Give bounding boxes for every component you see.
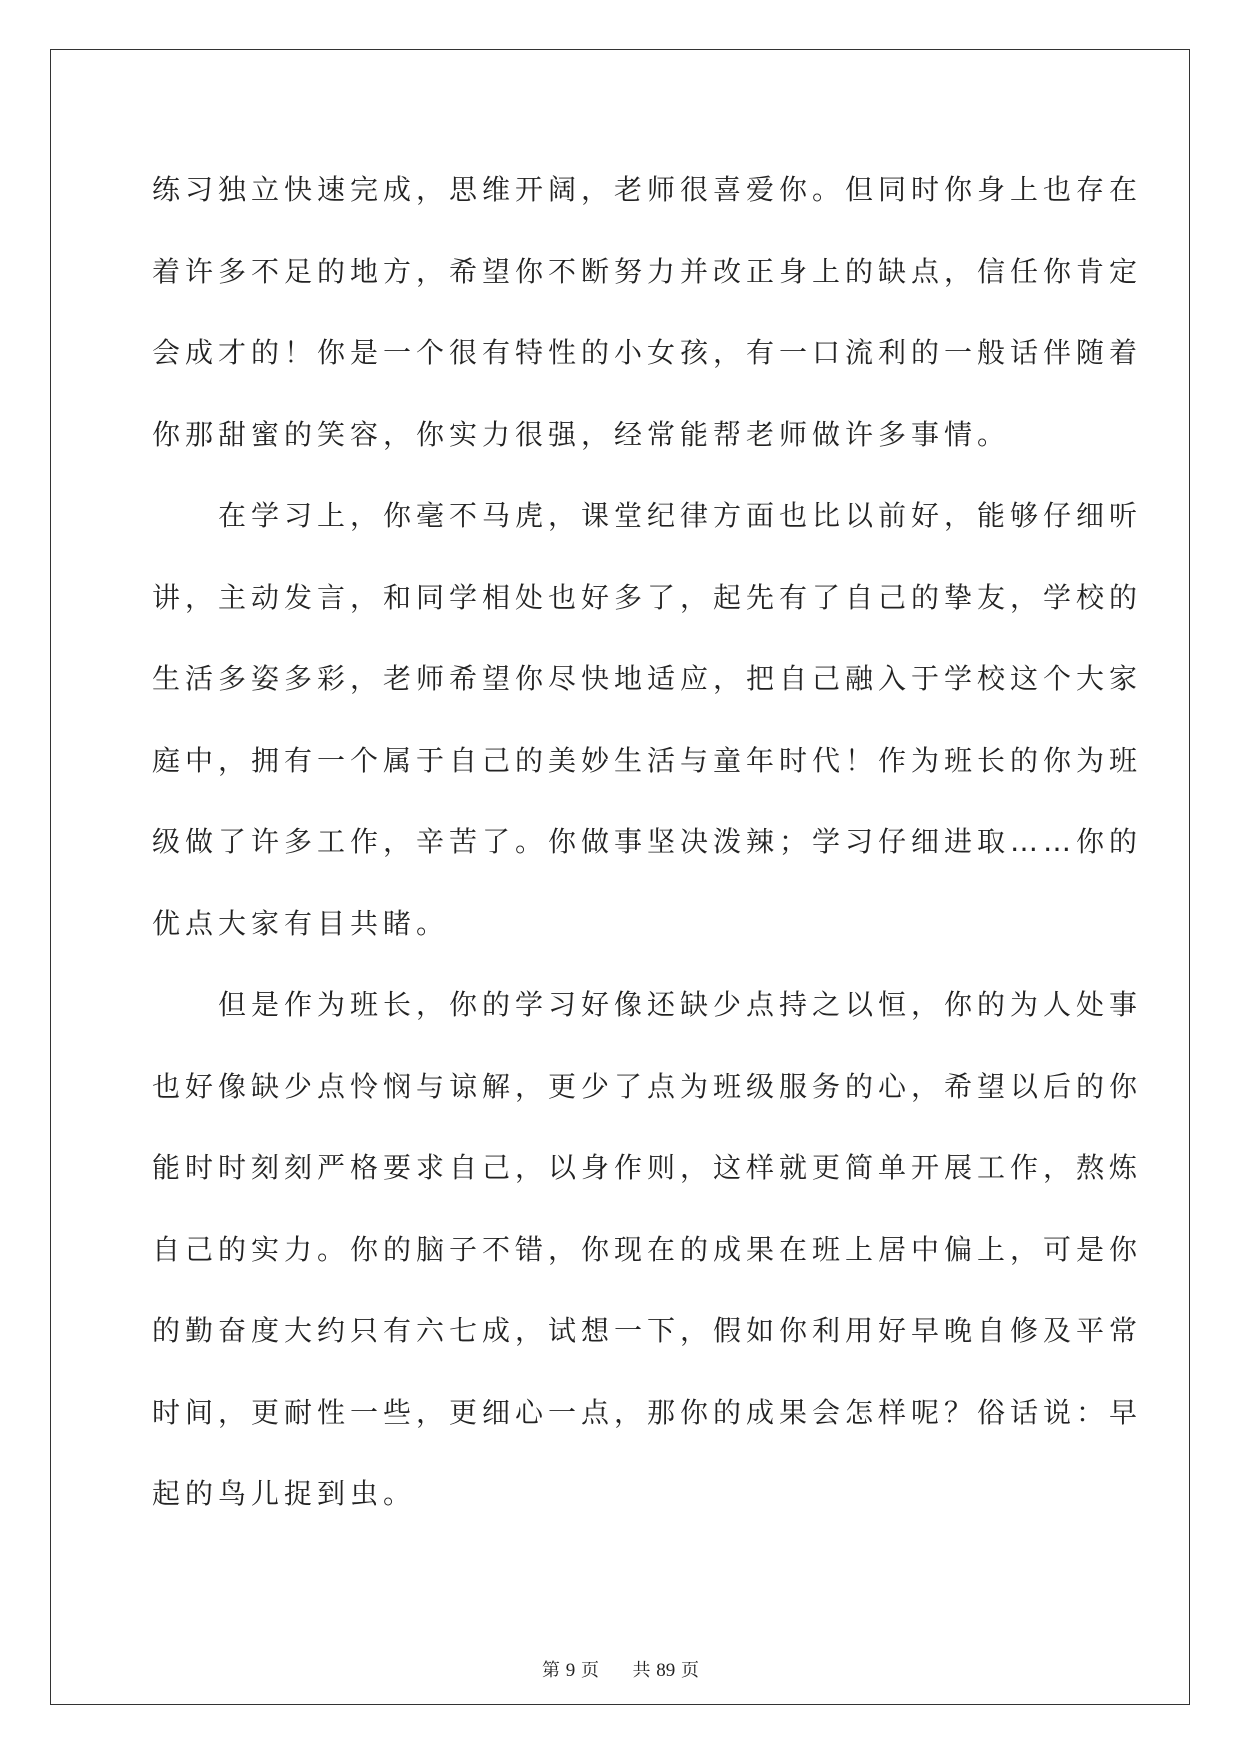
text-line: 时间，更耐性一些，更细心一点，那你的成果会怎样呢？俗话说：早 <box>152 1395 1143 1429</box>
total-suffix: 页 <box>680 1660 699 1681</box>
document-body <box>152 157 1143 1543</box>
page-footer <box>0 1656 1241 1682</box>
page-prefix: 第 <box>542 1660 561 1681</box>
text-line: 的勤奋度大约只有六七成，试想一下，假如你利用好早晚自修及平常 <box>152 1314 1143 1347</box>
page-suffix: 页 <box>581 1660 600 1681</box>
total-pages: 89 <box>656 1660 676 1681</box>
text-line: 练习独立快速完成，思维开阔，老师很喜爱你。但同时你身上也存在 <box>152 173 1143 206</box>
text-line: 但是作为班长，你的学习好像还缺少点持之以恒，你的为人处事 <box>218 988 1143 1021</box>
text-line: 你那甜蜜的笑容，你实力很强，经常能帮老师做许多事情。 <box>152 417 1011 451</box>
text-line: 着许多不足的地方，希望你不断努力并改正身上的缺点，信任你肯定 <box>152 254 1143 288</box>
text-line: 讲，主动发言，和同学相处也好多了，起先有了自己的挚友，学校的 <box>152 580 1143 614</box>
text-line: 也好像缺少点怜悯与谅解，更少了点为班级服务的心，希望以后的你 <box>152 1069 1143 1103</box>
text-line: 生活多姿多彩，老师希望你尽快地适应，把自己融入于学校这个大家 <box>152 662 1143 695</box>
text-line: 自己的实力。你的脑子不错，你现在的成果在班上居中偏上，可是你 <box>152 1232 1143 1266</box>
page-number: 9 <box>565 1660 576 1681</box>
text-line: 会成才的！你是一个很有特性的小女孩，有一口流利的一般话伴随着 <box>152 336 1143 369</box>
text-line: 起的鸟儿捉到虫。 <box>152 1477 417 1510</box>
text-line: 在学习上，你毫不马虎，课堂纪律方面也比以前好，能够仔细听 <box>218 499 1143 532</box>
text-line: 优点大家有目共睹。 <box>152 906 450 940</box>
text-line: 庭中，拥有一个属于自己的美妙生活与童年时代！作为班长的你为班 <box>152 743 1143 777</box>
text-line: 级做了许多工作，辛苦了。你做事坚决泼辣；学习仔细进取……你的 <box>152 825 1143 858</box>
text-line: 能时时刻刻严格要求自己，以身作则，这样就更简单开展工作，熬炼 <box>152 1151 1143 1184</box>
total-prefix: 共 <box>632 1660 651 1681</box>
